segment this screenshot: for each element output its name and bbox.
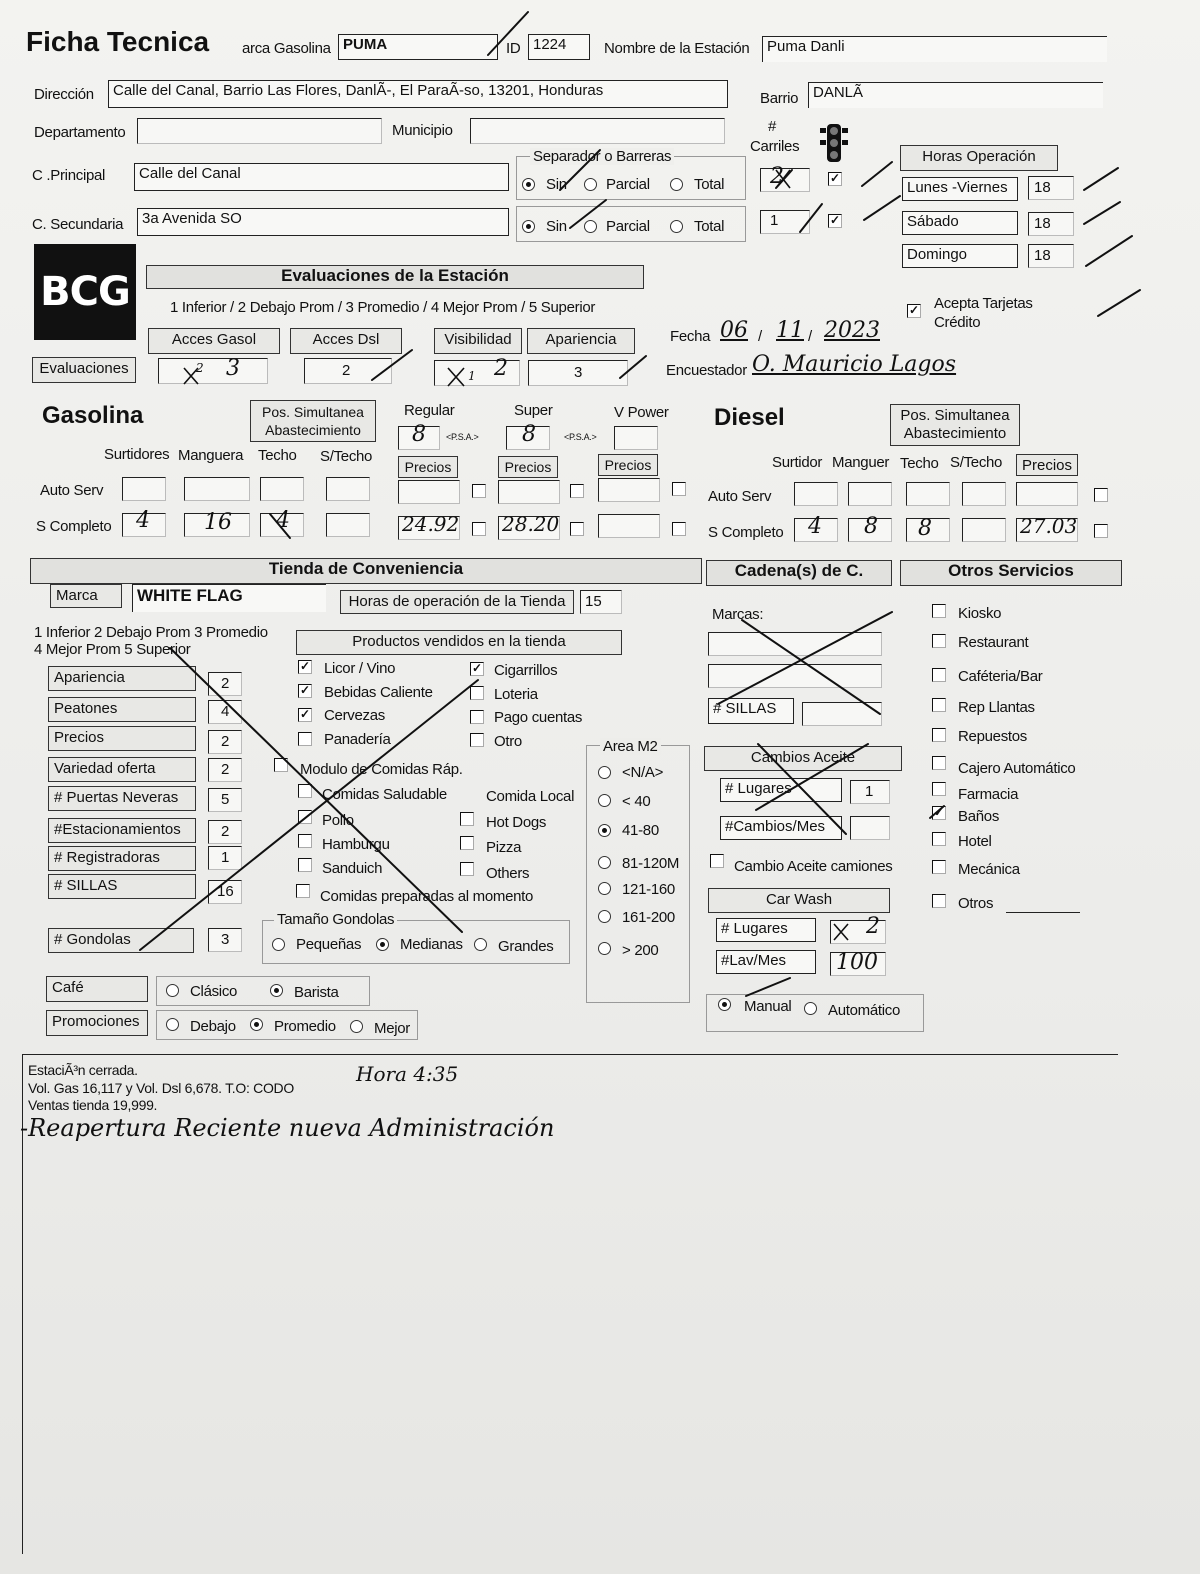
cafe-barista-label: Barista — [294, 984, 339, 1001]
notes-line-2: Vol. Gas 16,117 y Vol. Dsl 6,678. T.O: CODO — [28, 1080, 294, 1096]
gas-sc-mang: 16 — [204, 510, 232, 535]
licor-label: Licor / Vino — [324, 660, 396, 677]
dsl-col-surtidor: Surtidor — [772, 454, 823, 471]
restaurant-label: Restaurant — [958, 634, 1029, 651]
hotel-label: Hotel — [958, 833, 992, 850]
cambios-lugares-field[interactable]: 1 — [850, 780, 890, 804]
separador-title: Separador o Barreras — [530, 148, 674, 165]
dsl-precios: Precios — [1016, 454, 1078, 476]
tienda-eval-variedad-val[interactable]: 2 — [208, 758, 242, 782]
tienda-eval-gondolas: # Gondolas — [48, 928, 194, 953]
sep1-total-label: Total — [694, 176, 725, 193]
farmacia-label: Farmacia — [958, 786, 1019, 803]
estacion-label: Nombre de la Estación — [604, 40, 750, 57]
evaluaciones-title: Evaluaciones de la Estación — [146, 265, 644, 289]
marca-field[interactable]: PUMA — [338, 34, 498, 60]
tienda-eval-neveras-val[interactable]: 5 — [208, 788, 242, 812]
evaluaciones-scale: 1 Inferior / 2 Debajo Prom / 3 Promedio / 4 Mejor Prom / 5 Superior — [170, 299, 596, 316]
cadena-title: Cadena(s) de C. — [706, 560, 892, 586]
carwash-title: Car Wash — [708, 888, 890, 913]
tienda-eval-variedad: Variedad oferta — [48, 757, 196, 782]
carwash-lav-label: #Lav/Mes — [716, 950, 816, 974]
mecanica-label: Mecánica — [958, 861, 1020, 878]
gas-sc-techo: 4 — [276, 508, 290, 533]
saludable-label: Comidas Saludable — [322, 786, 447, 803]
horas-lv-label: Lunes -Viernes — [902, 177, 1018, 201]
gondola-pequenas-label: Pequeñas — [296, 936, 362, 953]
col-surtidores: Surtidores — [104, 446, 170, 463]
gas-sc-reg: 24.92 — [402, 512, 460, 536]
precios-vpower: Precios — [598, 454, 658, 476]
fecha-anio: 2023 — [824, 318, 880, 343]
calle-principal-label: C .Principal — [32, 167, 106, 184]
visibilidad-value: 2 — [494, 356, 508, 381]
carwash-auto-label: Automático — [828, 1002, 901, 1019]
notes-line-3: Ventas tienda 19,999. — [28, 1097, 158, 1113]
dsl-sc-mang: 8 — [864, 514, 878, 539]
area-200-label: > 200 — [622, 942, 659, 959]
camiones-label: Cambio Aceite camiones — [734, 858, 893, 875]
direccion-field[interactable]: Calle del Canal, Barrio Las Flores, DanlÃ-, El ParaÃ-so, 13201, Honduras — [108, 80, 728, 108]
others-label: Others — [486, 865, 530, 882]
tienda-eval-apariencia-val[interactable]: 2 — [208, 672, 242, 696]
carwash-lugares-label: # Lugares — [716, 918, 816, 942]
cigarrillos-label: Cigarrillos — [494, 662, 558, 679]
cigarrillos-check[interactable]: ✓ — [471, 661, 483, 675]
municipio-label: Municipio — [392, 122, 453, 139]
apariencia-label: Apariencia — [527, 328, 635, 354]
precios-super: Precios — [498, 456, 558, 478]
cadena-marcas-label: Marcas: — [712, 606, 764, 623]
id-label: ID — [506, 40, 521, 57]
tienda-marca-field[interactable]: WHITE FLAG — [132, 584, 326, 612]
vpower-label: V Power — [614, 404, 669, 421]
kiosko-label: Kiosko — [958, 605, 1002, 622]
horas-dom-field[interactable]: 18 — [1028, 244, 1074, 268]
productos-title: Productos vendidos en la tienda — [296, 630, 622, 655]
gasolina-pos-label: Pos. Simultanea Abastecimiento — [250, 400, 376, 442]
otro-label: Otro — [494, 733, 522, 750]
gas-sc-sup: 28.20 — [502, 512, 560, 536]
repuestos-label: Repuestos — [958, 728, 1028, 745]
tienda-eval-apariencia: Apariencia — [48, 666, 196, 691]
regular-psa-value: 8 — [412, 422, 426, 447]
tienda-eval-peatones-val[interactable]: 4 — [208, 700, 242, 724]
tienda-marca-label: Marca — [50, 584, 122, 608]
cafe-clasico-label: Clásico — [190, 983, 238, 1000]
psa-1: <P.S.A.> — [446, 432, 479, 442]
tienda-eval-gondolas-val[interactable]: 3 — [208, 928, 242, 952]
col-techo: Techo — [258, 447, 297, 464]
dsl-sc-techo: 8 — [918, 516, 932, 541]
tienda-eval-peatones: Peatones — [48, 697, 196, 722]
tienda-eval-estacionamientos: #Estacionamientos — [48, 818, 196, 843]
bcg-logo: BCG — [34, 244, 136, 340]
licor-check[interactable]: ✓ — [299, 659, 311, 673]
dsl-sc-label: S Completo — [708, 524, 784, 541]
dsl-col-stecho: S/Techo — [950, 454, 1003, 471]
horas-sab-field[interactable]: 18 — [1028, 212, 1074, 236]
cambios-title: Cambios Aceite — [704, 746, 902, 771]
dsl-col-techo: Techo — [900, 455, 939, 472]
cafeteria-label: Caféteria/Bar — [958, 668, 1043, 685]
promociones-label: Promociones — [46, 1010, 148, 1036]
calle-secundaria-label: C. Secundaria — [32, 216, 124, 233]
tienda-eval-sillas: # SILLAS — [48, 874, 196, 899]
tarjetas-check[interactable]: ✓ — [908, 303, 920, 317]
tienda-horas-label: Horas de operación de la Tienda — [340, 590, 574, 614]
col-manguera: Manguera — [178, 447, 244, 464]
regular-label: Regular — [404, 402, 455, 419]
dsl-auto-label: Auto Serv — [708, 488, 772, 505]
carriles-hash: # — [768, 118, 777, 135]
tienda-eval-neveras: # Puertas Neveras — [48, 786, 196, 811]
dsl-sc-precio: 27.03 — [1020, 514, 1078, 538]
dsl-sc-surt: 4 — [808, 514, 822, 539]
sep1-parcial-label: Parcial — [606, 176, 650, 193]
precios-regular: Precios — [398, 456, 458, 478]
sanduich-label: Sanduich — [322, 860, 383, 877]
tienda-eval-sillas-val[interactable]: 16 — [208, 880, 242, 904]
carriles-2-value: 1 — [770, 212, 779, 229]
svg-text:1: 1 — [468, 369, 476, 383]
pollo-label: Pollo — [322, 812, 354, 829]
id-field[interactable]: 1224 — [528, 34, 590, 60]
area-title: Area M2 — [600, 738, 661, 755]
horas-dom-label: Domingo — [902, 244, 1018, 268]
pago-label: Pago cuentas — [494, 709, 583, 726]
tienda-eval-estacionamientos-val[interactable]: 2 — [208, 820, 242, 844]
area-81-120-label: 81-120M — [622, 855, 680, 872]
estacion-field[interactable]: Puma Danli — [762, 36, 1107, 62]
tarjetas-label: Acepta Tarjetas Crédito — [934, 295, 1033, 331]
area-161-200-label: 161-200 — [622, 909, 675, 926]
horas-lv-field[interactable]: 18 — [1028, 176, 1074, 200]
horas-title: Horas Operación — [900, 145, 1058, 171]
sep1-sin-label: Sin — [546, 176, 567, 193]
otros-title: Otros Servicios — [900, 560, 1122, 586]
promo-debajo-label: Debajo — [190, 1018, 236, 1035]
super-psa-value: 8 — [522, 422, 536, 447]
horas-sab-label: Sábado — [902, 211, 1018, 235]
promo-promedio-label: Promedio — [274, 1018, 336, 1035]
carriles-2-check[interactable]: ✓ — [829, 213, 841, 227]
comida-local-label: Comida Local — [486, 788, 575, 805]
fecha-label: Fecha — [670, 328, 711, 345]
encuestador-label: Encuestador — [666, 362, 747, 379]
carriles-1-value: 2 — [770, 164, 784, 189]
tienda-eval-precios: Precios — [48, 726, 196, 751]
col-stecho: S/Techo — [320, 448, 373, 465]
calle-secundaria-field[interactable]: 3a Avenida SO — [137, 208, 509, 236]
gasolina-title: Gasolina — [42, 402, 144, 429]
visibilidad-label: Visibilidad — [434, 328, 522, 354]
acces-gasol-value: 3 — [226, 356, 240, 381]
direccion-label: Dirección — [34, 86, 94, 103]
tienda-eval-registradoras: # Registradoras — [48, 846, 196, 871]
pizza-label: Pizza — [486, 839, 522, 856]
promo-mejor-label: Mejor — [374, 1020, 411, 1037]
tienda-scale-1: 1 Inferior 2 Debajo Prom 3 Promedio — [34, 624, 268, 641]
banos-label: Baños — [958, 808, 1000, 825]
dsl-col-manguer: Manguer — [832, 454, 890, 471]
carriles-label: Carriles — [750, 138, 800, 155]
cervezas-label: Cervezas — [324, 707, 385, 724]
acces-dsl-value: 2 — [342, 362, 351, 379]
psa-2: <P.S.A.> — [564, 432, 597, 442]
form-title: Ficha Tecnica — [26, 26, 210, 57]
cambios-lugares-label: # Lugares — [720, 778, 842, 802]
panaderia-label: Panadería — [324, 731, 391, 748]
evaluaciones-label: Evaluaciones — [32, 357, 136, 383]
area-na-label: <N/A> — [622, 764, 664, 781]
carwash-manual-label: Manual — [744, 998, 792, 1015]
area-40-label: < 40 — [622, 793, 651, 810]
fecha-mes: 11 — [776, 318, 804, 343]
cafe-label: Café — [46, 976, 148, 1002]
llantas-label: Rep Llantas — [958, 699, 1035, 716]
acces-gasol-label: Acces Gasol — [148, 328, 280, 354]
gas-sc-surt: 4 — [136, 508, 150, 533]
modulo-label: Modulo de Comidas Ráp. — [300, 761, 463, 778]
area-41-80-label: 41-80 — [622, 822, 659, 839]
sep2-total-label: Total — [694, 218, 725, 235]
gas-auto-label: Auto Serv — [40, 482, 104, 499]
apariencia-value: 3 — [574, 364, 583, 381]
loteria-label: Loteria — [494, 686, 538, 703]
cambios-mes-label: #Cambios/Mes — [720, 816, 842, 840]
cadena-sillas-label: # SILLAS — [708, 698, 794, 724]
super-label: Super — [514, 402, 553, 419]
carriles-1-check[interactable]: ✓ — [829, 171, 841, 185]
tienda-eval-registradoras-val[interactable]: 1 — [208, 846, 242, 870]
carwash-lav-value: 100 — [836, 950, 878, 975]
tienda-scale-2: 4 Mejor Prom 5 Superior — [34, 641, 191, 658]
hamburguesa-label: Hamburgu — [322, 836, 390, 853]
sep2-parcial-label: Parcial — [606, 218, 650, 235]
departamento-label: Departamento — [34, 124, 126, 141]
marca-label: arca Gasolina — [242, 40, 331, 57]
tienda-horas-field[interactable]: 15 — [580, 590, 622, 614]
notes-handwritten: -Reapertura Reciente nueva Administración — [20, 1114, 555, 1142]
barrio-field[interactable]: DANLÃ — [808, 82, 1103, 108]
sep2-sin-label: Sin — [546, 218, 567, 235]
hotdogs-label: Hot Dogs — [486, 814, 547, 831]
banos-check[interactable]: ✓ — [933, 805, 945, 819]
gondolas-title: Tamaño Gondolas — [274, 911, 397, 928]
diesel-title: Diesel — [714, 404, 785, 431]
diesel-pos-label: Pos. Simultanea Abastecimiento — [890, 404, 1020, 446]
calle-principal-field[interactable]: Calle del Canal — [134, 163, 509, 191]
svg-text:2: 2 — [196, 361, 204, 375]
gondola-grandes-label: Grandes — [498, 938, 554, 955]
carwash-lugares-value: 2 — [866, 914, 880, 939]
gondola-medianas-label: Medianas — [400, 936, 463, 953]
tienda-title: Tienda de Conveniencia — [30, 558, 702, 584]
cervezas-check[interactable]: ✓ — [299, 707, 311, 721]
bebidas-label: Bebidas Caliente — [324, 684, 433, 701]
otros-label: Otros — [958, 895, 994, 912]
fecha-dia: 06 — [720, 318, 748, 343]
gas-sc-label: S Completo — [36, 518, 112, 535]
area-121-160-label: 121-160 — [622, 881, 675, 898]
encuestador-value: O. Mauricio Lagos — [752, 352, 957, 377]
notes-line-1: EstaciÃ³n cerrada. — [28, 1062, 138, 1078]
preparadas-label: Comidas preparadas al momento — [320, 888, 534, 905]
barrio-label: Barrio — [760, 90, 799, 107]
notes-hora: Hora 4:35 — [356, 1062, 459, 1086]
cajero-label: Cajero Automático — [958, 760, 1076, 777]
bebidas-check[interactable]: ✓ — [299, 683, 311, 697]
acces-dsl-label: Acces Dsl — [290, 328, 402, 354]
tienda-eval-precios-val[interactable]: 2 — [208, 730, 242, 754]
